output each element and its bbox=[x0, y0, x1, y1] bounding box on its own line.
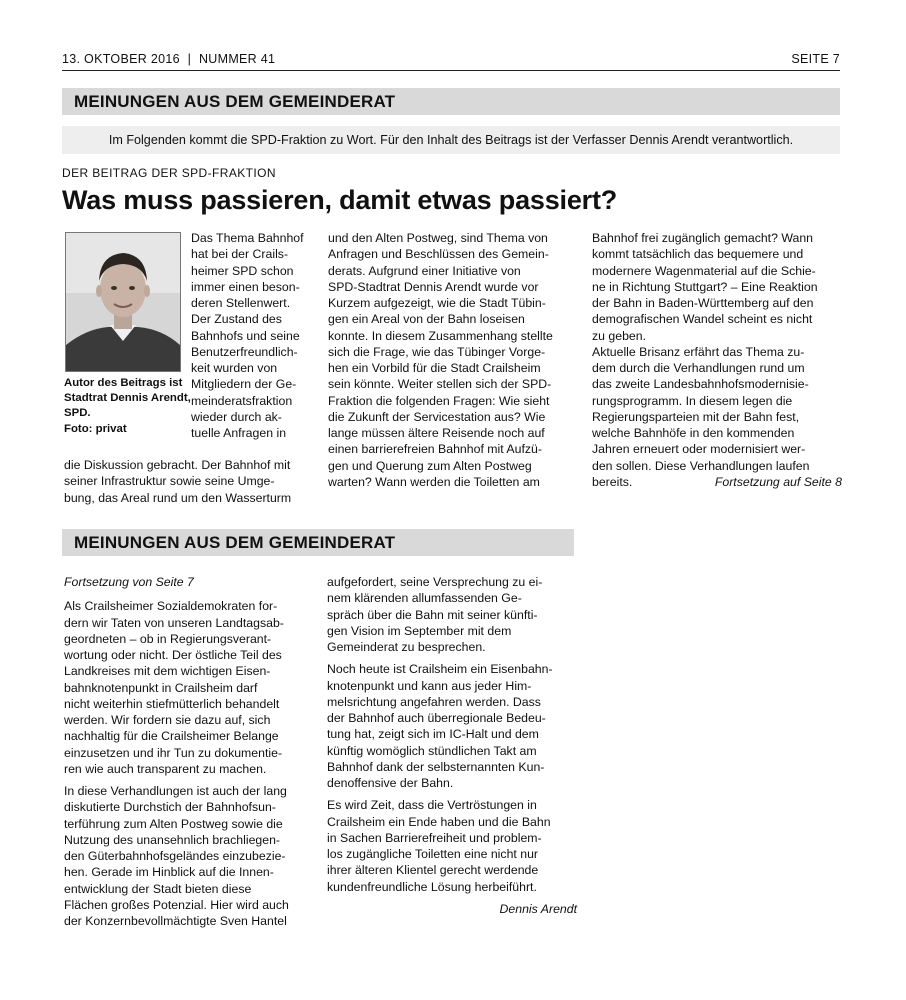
text-line: geordneten – ob in Regierungsverant- bbox=[64, 631, 272, 646]
text-line: terführung zum Alten Postweg sowie die bbox=[64, 816, 283, 831]
text-line: den sollen. Diese Verhandlungen laufen bbox=[592, 458, 810, 473]
text-line: tung hat, zeigt sich im IC-Halt und dem bbox=[327, 727, 539, 742]
text-line: kundenfreundliche Lösung herbeiführt. bbox=[327, 879, 537, 894]
text-line: bung, das Areal rund um den Wasserturm bbox=[64, 490, 292, 505]
text-line: hen ein Vorbild für die Stadt Crailsheim bbox=[328, 361, 541, 375]
page-header-left bbox=[62, 52, 275, 66]
text-line: Landkreises mit dem wichtigen Eisen- bbox=[64, 664, 271, 679]
text-line: knotenpunkt und kann aus jeder Him- bbox=[327, 678, 532, 693]
text-line: keit wurden von bbox=[191, 361, 278, 375]
text-line: warten? Wann werden die Toiletten am bbox=[328, 474, 540, 489]
continued-to-note: Fortsetzung auf Seite 8 bbox=[714, 474, 842, 489]
text-line: gen Vision im September mit dem bbox=[327, 623, 512, 638]
portrait-image bbox=[66, 233, 180, 371]
text-line: Fraktion die folgenden Fragen: Wie sieht bbox=[328, 393, 550, 408]
text-line: sich die Frage, wie das Tübinger Vorge- bbox=[328, 344, 546, 359]
text-line: entwicklung der Stadt bieten diese bbox=[64, 881, 252, 896]
text-line: Es wird Zeit, dass die Vertröstungen in bbox=[327, 798, 537, 813]
issue-date: 13. OKTOBER 2016 bbox=[62, 52, 180, 66]
article-column-3 bbox=[592, 230, 842, 490]
text-line: Flächen großes Potenzial. Hier wird auch bbox=[64, 897, 289, 912]
responsibility-notice: Im Folgenden kommt die SPD-Fraktion zu Wort. Für den Inhalt des Beitrags ist der Verfasser Dennis Arendt verantwortlich. bbox=[62, 126, 840, 154]
text-line: Jahren erneuert oder modernisiert wer- bbox=[592, 442, 806, 457]
text-line: In diese Verhandlungen ist auch der lang bbox=[64, 784, 287, 798]
text-line: dern wir Taten von unseren Landtagsab- bbox=[64, 615, 284, 630]
text-line: Bahnhof dank der selbsternannten Kun- bbox=[327, 759, 545, 774]
text-line: ren wie auch transparent zu machen. bbox=[64, 761, 267, 776]
text-line: Mitgliedern der Ge- bbox=[191, 377, 297, 392]
caption-line: SPD. bbox=[64, 407, 91, 420]
header-separator: | bbox=[187, 52, 192, 66]
article-column-1 bbox=[191, 230, 315, 441]
text-line: deren Stellenwert. bbox=[191, 296, 291, 310]
text-line: demografischen Wandel scheint es nicht bbox=[592, 312, 813, 327]
text-line: Nutzung des unansehnlich brachliegen- bbox=[64, 832, 281, 847]
text-line: hen. Gerade im Hinblick auf die Innen- bbox=[64, 865, 274, 880]
text-line: heimer SPD schon bbox=[191, 263, 294, 278]
text-line: den Güterbahnhofsgeländes einzubezie- bbox=[64, 849, 286, 863]
text-line: spräch über die Bahn mit seiner künfti- bbox=[327, 607, 538, 622]
text-line: Bahnhof frei zugänglich gemacht? Wann bbox=[592, 231, 814, 245]
caption-line: Stadtrat Dennis Arendt, bbox=[64, 392, 191, 405]
text-line: dem durch die Verhandlungen rund um bbox=[592, 361, 805, 375]
section-banner-top: MEINUNGEN AUS DEM GEMEINDERAT bbox=[62, 88, 840, 115]
text-line: wortung oder nicht. Der östliche Teil des bbox=[64, 648, 282, 662]
page-number: SEITE 7 bbox=[791, 52, 840, 66]
text-line: meinderatsfraktion bbox=[191, 393, 293, 408]
caption-line: Autor des Beitrags ist bbox=[64, 377, 183, 389]
text-line: denoffensive der Bahn. bbox=[327, 776, 454, 790]
text-line: und den Alten Postweg, sind Thema von bbox=[328, 231, 548, 245]
text-line: Anfragen und Beschlüssen des Gemein- bbox=[328, 247, 549, 262]
text-line: seiner Infrastruktur sowie seine Umge- bbox=[64, 474, 275, 489]
author-photo bbox=[65, 232, 181, 372]
text-line: der Konzernbevollmächtigte Sven Hantel bbox=[64, 914, 287, 928]
text-line: ne in Richtung Stuttgart? – Eine Reaktion bbox=[592, 279, 818, 294]
text-line: gen und Querung zum Alten Postweg bbox=[328, 458, 532, 473]
text-line: hat bei der Crails- bbox=[191, 247, 289, 262]
section-banner-bottom: MEINUNGEN AUS DEM GEMEINDERAT bbox=[62, 529, 574, 556]
text-line: kommt tatsächlich das bequemere und bbox=[592, 247, 804, 262]
text-line: los zugängliche Toiletten eine nicht nur bbox=[327, 847, 539, 861]
text-line: Crailsheim ein Ende haben und die Bahn bbox=[327, 814, 551, 829]
article-kicker: DER BEITRAG DER SPD-FRAKTION bbox=[62, 166, 276, 180]
text-line: rungsprogramm. In diesem legen die bbox=[592, 393, 793, 408]
text-line: die Diskussion gebracht. Der Bahnhof mit bbox=[64, 458, 291, 472]
text-line: Regierungsparteien mit der Bahn fest, bbox=[592, 409, 800, 424]
text-line: nicht weiterhin stiefmütterlich behandelt bbox=[64, 696, 280, 711]
text-line: SPD-Stadtrat Dennis Arendt wurde vor bbox=[328, 279, 539, 294]
text-line: sein könnte. Weiter stellen sich der SPD- bbox=[328, 377, 552, 392]
last-line bbox=[592, 474, 842, 490]
text-line: der Bahn in Baden-Württemberg auf den bbox=[592, 296, 814, 310]
text-line: ihrer älteren Klientel gerecht werdende bbox=[327, 863, 539, 878]
continuation-column-left bbox=[64, 574, 312, 929]
issue-number: NUMMER 41 bbox=[198, 52, 276, 66]
text-line: Das Thema Bahnhof bbox=[191, 231, 304, 245]
text-line: Aktuelle Brisanz erfährt das Thema zu- bbox=[592, 344, 805, 359]
text-line: einzusetzen und ihr Tun zu dokumentie- bbox=[64, 745, 283, 760]
photo-caption bbox=[64, 376, 191, 437]
text-line: immer einen beson- bbox=[191, 279, 300, 294]
author-signature: Dennis Arendt bbox=[499, 901, 577, 916]
text-line: die Zukunft der Servicestation aus? Wie bbox=[328, 409, 546, 424]
text-line: zu geben. bbox=[592, 328, 647, 343]
continuation-column-right bbox=[327, 574, 577, 917]
text-line: Noch heute ist Crailsheim ein Eisenbahn- bbox=[327, 662, 553, 677]
text-line: Kurzem aufgezeigt, wie die Stadt Tübin- bbox=[328, 296, 546, 310]
text-line: lange müssen ältere Reisende noch auf bbox=[328, 426, 545, 440]
text-line: Der Zustand des bbox=[191, 312, 282, 327]
text-line: derats. Aufgrund einer Initiative von bbox=[328, 263, 521, 278]
text-line: bereits. bbox=[592, 474, 633, 489]
text-line: Benutzerfreundlich- bbox=[191, 344, 298, 359]
text-line: gen ein Areal von der Bahn loseisen bbox=[328, 312, 525, 327]
text-line: Als Crailsheimer Sozialdemokraten for- bbox=[64, 599, 278, 614]
text-line: werden. Wir fordern sie dazu auf, sich bbox=[64, 713, 271, 727]
text-line: aufgefordert, seine Versprechung zu ei- bbox=[327, 575, 543, 589]
text-line: in Sachen Barrierefreiheit und problem- bbox=[327, 830, 542, 845]
text-line: nem klärenden allumfassenden Ge- bbox=[327, 591, 522, 606]
text-line: Gemeinderat zu besprechen. bbox=[327, 640, 486, 654]
text-line: wieder durch ak- bbox=[191, 409, 282, 424]
text-line: der Bahnhof auch überregionale Bedeu- bbox=[327, 711, 546, 725]
text-line: bahnknotenpunkt in Crailsheim darf bbox=[64, 680, 258, 695]
text-line: tuelle Anfragen in bbox=[191, 426, 287, 440]
text-line: nachhaltig für die Crailsheimer Belange bbox=[64, 729, 279, 744]
continued-from-note: Fortsetzung von Seite 7 bbox=[64, 575, 194, 589]
header-rule bbox=[62, 70, 840, 71]
text-line: künftig womöglich stündlichen Takt am bbox=[327, 743, 537, 758]
text-line: melsrichtung angefahren werden. Dass bbox=[327, 694, 541, 709]
text-line: diskutierte Durchstich der Bahnhofsun- bbox=[64, 800, 276, 815]
caption-photo-credit: Foto: privat bbox=[64, 422, 127, 435]
article-column-2 bbox=[328, 230, 578, 490]
article-column-1-wide bbox=[64, 457, 315, 506]
article-headline: Was muss passieren, damit etwas passiert? bbox=[62, 185, 618, 215]
text-line: einen barrierefreien Bahnhof mit Aufzü- bbox=[328, 442, 542, 457]
text-line: modernere Wagenmaterial auf die Schie- bbox=[592, 263, 816, 278]
text-line: konnte. In diesem Zusammenhang stellte bbox=[328, 328, 553, 343]
text-line: Bahnhofs und seine bbox=[191, 328, 300, 343]
text-line: das zweite Landesbahnhofsmodernisie- bbox=[592, 377, 809, 392]
text-line: welche Bahnhöfe in den kommenden bbox=[592, 426, 795, 440]
